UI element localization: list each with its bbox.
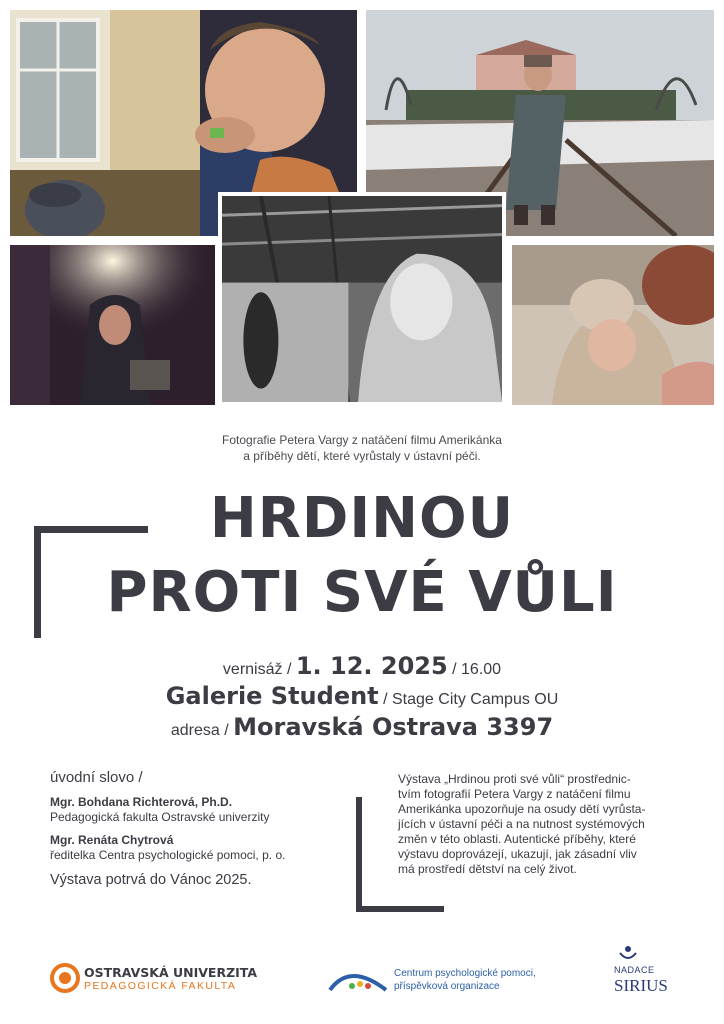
ou-emblem-icon xyxy=(50,963,80,993)
photo-girl-knitted-hat xyxy=(512,245,714,405)
event-address: Moravská Ostrava 3397 xyxy=(233,713,554,741)
desc-bracket-left xyxy=(356,797,362,912)
description-line: jících v ústavní péči a na nutnost systémových xyxy=(398,817,645,831)
ostravska-univerzita-logo xyxy=(50,963,258,995)
speaker-role: ředitelka Centra psychologické pomoci, p. o. xyxy=(50,848,286,862)
cpp-bridge-icon xyxy=(328,966,388,994)
description-line: výstavu doprovázejí, ukazují, jak zásadní vliv xyxy=(398,847,637,861)
intro-text xyxy=(0,432,724,464)
description-line: Výstava „Hrdinou proti své vůli“ prostřednic- xyxy=(398,772,631,786)
speaker-name: Mgr. Renáta Chytrová xyxy=(50,833,174,847)
event-address-row xyxy=(0,713,724,741)
photo-girl-headscarf-light xyxy=(10,245,215,405)
event-date-row xyxy=(0,652,724,680)
event-venue-sub: / Stage City Campus OU xyxy=(383,691,559,708)
speaker-entry xyxy=(50,795,340,825)
speakers-section xyxy=(50,770,340,888)
description-line: tvím fotografií Petera Vargy z natáčení filmu xyxy=(398,787,631,801)
title-line-1: HRDINOU xyxy=(209,486,515,551)
description-line: Amerikánka upozorňuje na osudy dětí vyrůsta- xyxy=(398,802,646,816)
event-venue-row xyxy=(0,682,724,710)
description-line: změn v této oblasti. Autentické příběhy, které xyxy=(398,832,636,846)
event-date: 1. 12. 2025 xyxy=(295,652,448,680)
cpp-name: Centrum psychologické pomoci, xyxy=(394,968,536,979)
intro-line-1: Fotografie Petera Vargy z natáčení filmu Amerikánka xyxy=(222,433,502,447)
title-line-2: PROTI SVÉ VŮLI xyxy=(106,560,618,625)
description-text xyxy=(398,772,678,877)
cpp-type: příspěvková organizace xyxy=(394,981,500,992)
event-venue: Galerie Student xyxy=(165,682,379,710)
sirius-star-icon xyxy=(616,943,640,963)
speakers-heading: úvodní slovo / xyxy=(50,769,143,786)
speaker-entry xyxy=(50,833,340,863)
vernisaz-label: vernisáž / xyxy=(222,661,292,678)
sirius-name: SIRIUS xyxy=(614,976,668,995)
desc-bracket-bottom xyxy=(356,906,444,912)
cpp-logo xyxy=(328,964,548,998)
speaker-name: Mgr. Bohdana Richterová, Ph.D. xyxy=(50,795,233,809)
event-time: / 16.00 xyxy=(452,661,502,678)
exhibition-duration: Výstava potrvá do Vánoc 2025. xyxy=(50,872,252,888)
ou-name: OSTRAVSKÁ UNIVERZITA xyxy=(84,965,258,980)
nadace-sirius-logo xyxy=(608,943,688,999)
intro-line-2: a příběhy dětí, které vyrůstaly v ústavní péči. xyxy=(243,449,481,463)
speaker-role: Pedagogická fakulta Ostravské univerzity xyxy=(50,810,270,824)
ou-faculty: PEDAGOGICKÁ FAKULTA xyxy=(84,980,237,992)
description-line: má prostředí dětství na celý život. xyxy=(398,862,577,876)
photo-girl-looking-up-bw xyxy=(218,192,506,406)
sirius-nadace: NADACE xyxy=(614,965,655,975)
address-label: adresa / xyxy=(170,722,229,739)
